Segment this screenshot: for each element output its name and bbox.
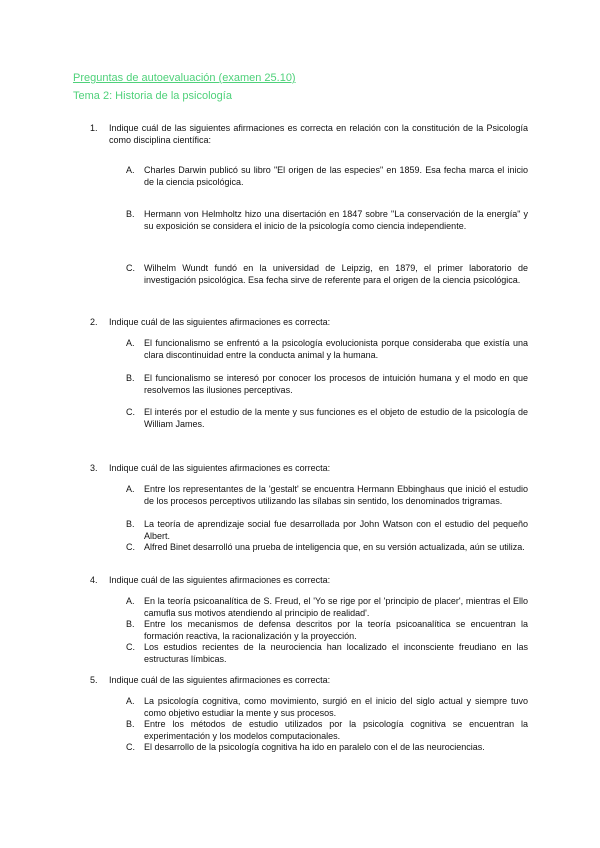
- option-letter: A.: [126, 696, 135, 706]
- option-letter: B.: [126, 719, 135, 729]
- document-title: Preguntas de autoevaluación (examen 25.10): [73, 72, 296, 84]
- question-3-option-c: [126, 541, 528, 553]
- question-number: 4.: [90, 575, 98, 585]
- option-text: El interés por el estudio de la mente y sus funciones es el objeto de estudio de la psicología de William James.: [144, 407, 528, 429]
- option-letter: A.: [126, 338, 135, 348]
- question-1-option-a: [126, 164, 528, 188]
- question-5: [90, 674, 528, 686]
- option-letter: A.: [126, 484, 135, 494]
- option-text: En la teoría psicoanalítica de S. Freud, el 'Yo se rige por el 'principio de placer', mientras el Ello camufla sus motivos atendiendo al principio de realidad'.: [144, 596, 528, 618]
- question-4-option-c: [126, 641, 528, 665]
- question-5-option-b: [126, 718, 528, 742]
- option-text: La teoría de aprendizaje social fue desarrollada por John Watson con el estudio del pequeño Albert.: [144, 519, 528, 541]
- option-letter: B.: [126, 373, 135, 383]
- option-letter: B.: [126, 209, 135, 219]
- option-text: Charles Darwin publicó su libro "El origen de las especies" en 1859. Esa fecha marca el inicio de la ciencia psicológica.: [144, 165, 528, 187]
- question-number: 2.: [90, 317, 98, 327]
- question-3: [90, 462, 528, 474]
- option-text: Alfred Binet desarrolló una prueba de inteligencia que, en su versión actualizada, aún se utiliza.: [144, 542, 525, 552]
- option-letter: C.: [126, 407, 135, 417]
- question-5-option-a: [126, 695, 528, 719]
- question-5-option-c: [126, 741, 528, 753]
- question-2-option-a: [126, 337, 528, 361]
- option-text: Entre los métodos de estudio utilizados por la psicología cognitiva se encuentran la experimentación y los modelos computacionales.: [144, 719, 528, 741]
- question-number: 3.: [90, 463, 98, 473]
- question-text: Indique cuál de las siguientes afirmaciones es correcta:: [109, 575, 331, 585]
- option-text: El funcionalismo se interesó por conocer los procesos de intuición humana y el modo en que resolvemos las ilusiones perceptivas.: [144, 373, 528, 395]
- question-1: [90, 122, 528, 146]
- option-letter: A.: [126, 165, 135, 175]
- question-2-option-b: [126, 372, 528, 396]
- question-4-option-a: [126, 595, 528, 619]
- question-text: Indique cuál de las siguientes afirmaciones es correcta en relación con la constitución de la Psicología como disciplina científica:: [109, 123, 528, 145]
- document-subtitle: Tema 2: Historia de la psicología: [73, 90, 232, 102]
- option-text: El desarrollo de la psicología cognitiva ha ido en paralelo con el de las neurociencias.: [144, 742, 485, 752]
- question-number: 5.: [90, 675, 98, 685]
- option-text: Los estudios recientes de la neurociencia han localizado el inconsciente freudiano en las estructuras límbicas.: [144, 642, 528, 664]
- option-letter: B.: [126, 619, 135, 629]
- option-letter: C.: [126, 742, 135, 752]
- option-letter: C.: [126, 263, 135, 273]
- question-2-option-c: [126, 406, 528, 430]
- question-text: Indique cuál de las siguientes afirmaciones es correcta:: [109, 317, 331, 327]
- option-text: La psicología cognitiva, como movimiento, surgió en el inicio del siglo actual y siempre tuvo como objetivo estudiar la mente y sus procesos.: [144, 696, 528, 718]
- option-letter: B.: [126, 519, 135, 529]
- question-4-option-b: [126, 618, 528, 642]
- option-letter: C.: [126, 542, 135, 552]
- option-letter: A.: [126, 596, 135, 606]
- question-4: [90, 574, 528, 586]
- question-3-option-a: [126, 483, 528, 507]
- option-text: El funcionalismo se enfrentó a la psicología evolucionista porque consideraba que existía una clara discontinuidad entre la conducta animal y la humana.: [144, 338, 528, 360]
- question-text: Indique cuál de las siguientes afirmaciones es correcta:: [109, 675, 331, 685]
- question-1-option-b: [126, 208, 528, 232]
- option-text: Entre los representantes de la 'gestalt' se encuentra Hermann Ebbinghaus que inició el estudio de los procesos perceptivos utilizando las sílabas sin sentido, los denominados trigramas.: [144, 484, 528, 506]
- option-text: Hermann von Helmholtz hizo una disertación en 1847 sobre "La conservación de la energía" y su exposición se considera el inicio de la psicología como ciencia independiente.: [144, 209, 528, 231]
- option-text: Entre los mecanismos de defensa descritos por la teoría psicoanalítica se encuentran la formación reactiva, la racionalización y la proyección.: [144, 619, 528, 641]
- question-1-option-c: [126, 262, 528, 286]
- question-text: Indique cuál de las siguientes afirmaciones es correcta:: [109, 463, 331, 473]
- option-letter: C.: [126, 642, 135, 652]
- question-2: [90, 316, 528, 328]
- option-text: Wilhelm Wundt fundó en la universidad de Leipzig, en 1879, el primer laboratorio de investigación psicológica. Esa fecha sirve de referente para el origen de la ciencia psicológica.: [144, 263, 528, 285]
- question-number: 1.: [90, 123, 98, 133]
- question-3-option-b: [126, 518, 528, 542]
